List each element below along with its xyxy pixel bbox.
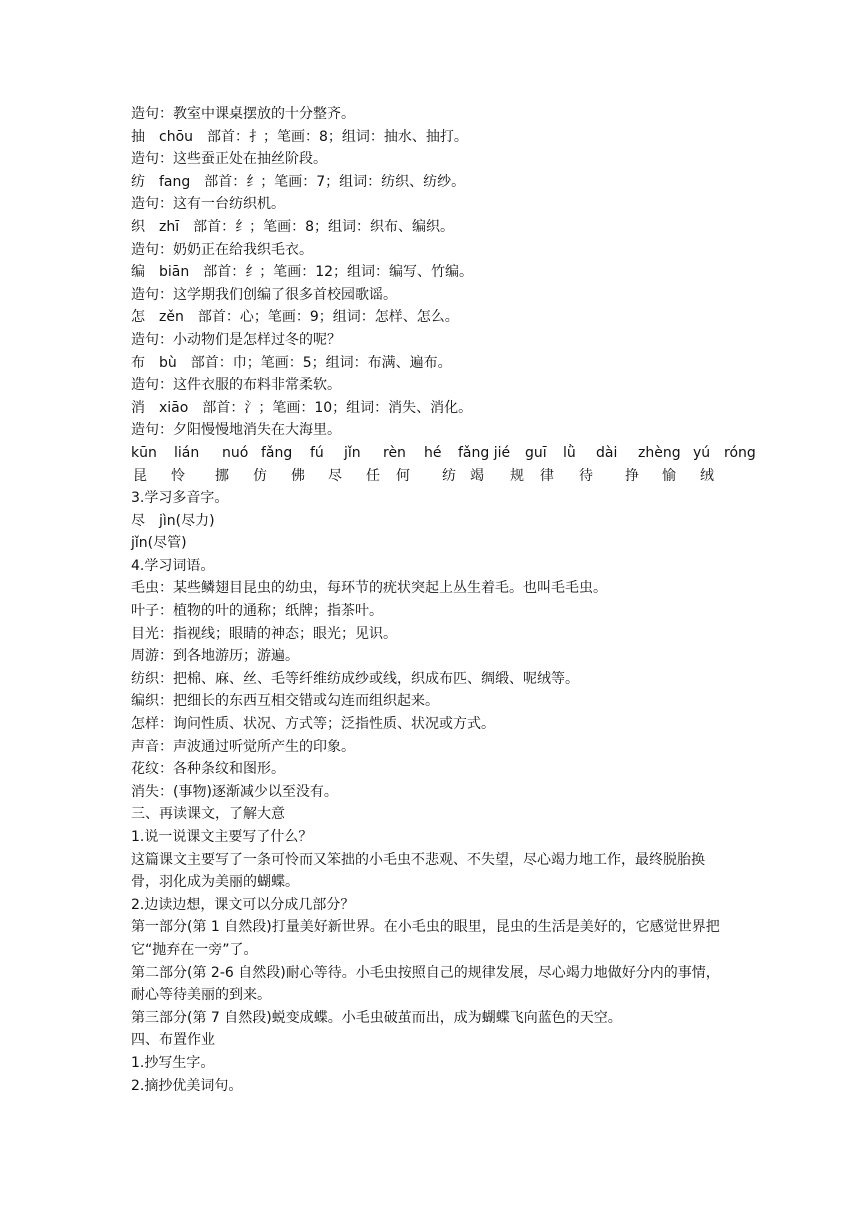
hanzi-char: 怜 (171, 467, 185, 484)
text-line: 声音：声波通过听觉所产生的印象。 (131, 738, 355, 755)
text-line: 花纹：各种条纹和图形。 (131, 761, 285, 778)
pinyin-row (131, 442, 756, 465)
hanzi-char: 何 (396, 467, 410, 484)
text-line: 毛虫：某些鳞翅目昆虫的幼虫，每环节的疣状突起上丛生着毛。也叫毛毛虫。 (131, 580, 607, 597)
pinyin-label: fǎng (261, 444, 293, 461)
pinyin-label: fú (310, 444, 324, 461)
text-line: 造句：小动物们是怎样过冬的呢？ (131, 331, 341, 348)
text-line: 尽 jìn(尽力) (131, 512, 215, 529)
part-paragraph: 第一部分(第 1 自然段)打量美好新世界。在小毛虫的眼里，昆虫的生活是美好的，它感觉世界把它“抛弃在一旁”了。 (131, 919, 720, 958)
pinyin-label: hé (424, 444, 442, 461)
hanzi-char: 竭 (470, 467, 484, 484)
pinyin-label: róng (724, 444, 756, 461)
text-line: 纺织：把棉、麻、丝、毛等纤维纺成纱或线，织成布匹、绸缎、呢绒等。 (131, 670, 579, 687)
text-line: 布 bù 部首：巾；笔画：5；组词：布满、遍布。 (131, 354, 452, 371)
text-line: 造句：奶奶正在给我织毛衣。 (131, 241, 313, 258)
text-line: 织 zhī 部首：纟；笔画：8；组词：织布、编织。 (131, 218, 455, 235)
text-line: 目光：指视线；眼睛的神态；眼光；见识。 (131, 625, 397, 642)
homework-section (131, 1029, 731, 1097)
text-line: 怎 zěn 部首：心；笔画：9；组词：怎样、怎么。 (131, 309, 459, 326)
pinyin-label: rèn (383, 444, 406, 461)
text-line: 造句：这件衣服的布料非常柔软。 (131, 377, 341, 394)
hanzi-char: 愉 (662, 467, 676, 484)
pinyin-label: guī (525, 444, 547, 461)
hanzi-char: 挣 (625, 467, 639, 484)
hanzi-char: 挪 (215, 467, 229, 484)
pinyin-label: zhèng (638, 444, 681, 461)
text-line: 造句：夕阳慢慢地消失在大海里。 (131, 422, 341, 439)
pinyin-label: kūn (131, 444, 157, 461)
pinyin-label: jǐn (344, 444, 361, 461)
hanzi-char: 绒 (700, 467, 714, 484)
text-line: 消 xiāo 部首：氵；笔画：10；组词：消失、消化。 (131, 399, 473, 416)
text-line: 3.学习多音字。 (131, 490, 229, 507)
section-heading: 四、布置作业 (131, 1032, 215, 1049)
pinyin-label: nuó (222, 444, 249, 461)
part-paragraph: 第三部分(第 7 自然段)蜕变成蝶。小毛虫破茧而出，成为蝴蝶飞向蓝色的天空。 (131, 1009, 622, 1026)
vocab-section (131, 487, 731, 849)
hanzi-char: 昆 (133, 467, 147, 484)
text-line: 造句：这些蚕正处在抽丝阶段。 (131, 151, 327, 168)
text-line: 造句：这学期我们创编了很多首校园歌谣。 (131, 286, 397, 303)
hanzi-char: 律 (540, 467, 554, 484)
text-line: 造句：教室中课桌摆放的十分整齐。 (131, 106, 355, 122)
hanzi-char: 仿 (253, 467, 267, 484)
hanzi-char: 规 (510, 467, 524, 484)
hanzi-char: 待 (579, 467, 593, 484)
section-heading: 三、再读课文，了解大意 (131, 806, 285, 823)
text-line: 消失：(事物)逐渐减少以至没有。 (131, 783, 338, 800)
text-line: 纺 fang 部首：纟；笔画：7；组词：纺织、纺纱。 (131, 173, 466, 190)
pinyin-label: dài (596, 444, 618, 461)
text-line: jǐn(尽管) (131, 535, 187, 552)
text-line: 周游：到各地游历；游遍。 (131, 648, 299, 665)
question-line: 1.说一说课文主要写了什么？ (131, 829, 313, 845)
text-line: 怎样：询问性质、状况、方式等；泛指性质、状况或方式。 (131, 716, 495, 733)
text-line: 造句：这有一台纺织机。 (131, 196, 285, 213)
pinyin-label: lǜ (563, 444, 576, 461)
pinyin-label: fǎng jié (458, 444, 511, 461)
document-page (131, 103, 756, 1097)
char-entries (131, 103, 731, 442)
hanzi-char: 纺 (442, 467, 456, 484)
text-line: 编织：把细长的东西互相交错或勾连而组织起来。 (131, 693, 439, 710)
pinyin-label: yú (693, 444, 711, 461)
text-line: 1.抄写生字。 (131, 1054, 215, 1071)
text-line: 抽 chōu 部首：扌；笔画：8；组词：抽水、抽打。 (131, 128, 468, 145)
hanzi-char: 佛 (291, 467, 305, 484)
part-paragraph: 第二部分(第 2-6 自然段)耐心等待。小毛虫按照自己的规律发展，尽心竭力地做好分内的事情，耐心等待美丽的到来。 (131, 964, 720, 1004)
text-line: 叶子：植物的叶的通称；纸牌；指茶叶。 (131, 603, 383, 620)
text-line: 4.学习词语。 (131, 557, 215, 574)
hanzi-char: 任 (366, 467, 380, 484)
pinyin-label: lián (174, 444, 200, 461)
question-line: 2.边读边想，课文可以分成几部分？ (131, 896, 355, 913)
hanzi-char: 尽 (328, 467, 342, 484)
hanzi-row (131, 465, 731, 488)
text-line: 2.摘抄优美词句。 (131, 1077, 243, 1094)
text-line: 编 biān 部首：纟；笔画：12；组词：编写、竹编。 (131, 264, 474, 281)
summary-paragraph: 这篇课文主要写了一条可怜而又笨拙的小毛虫不悲观、不失望，尽心竭力地工作，最终脱胎换骨，羽化成为美丽的蝴蝶。 (131, 851, 705, 891)
